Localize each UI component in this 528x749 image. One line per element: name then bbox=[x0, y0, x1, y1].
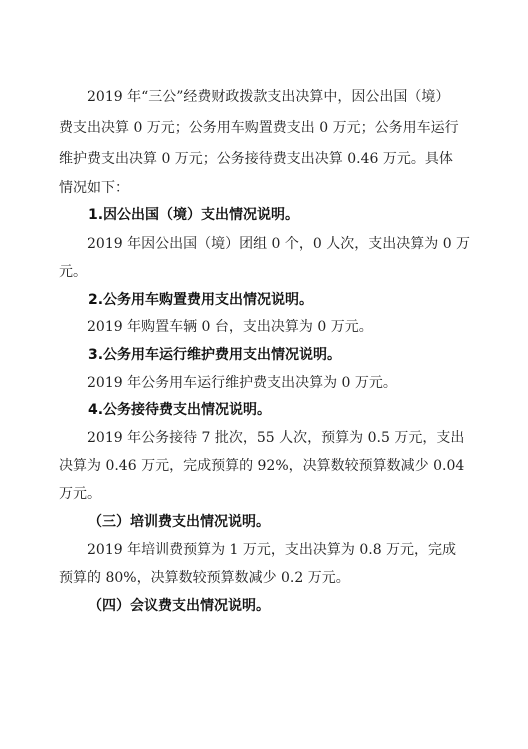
section-4-line-2: 决算为 0.46 万元，完成预算的 92%，决算数较预算数减少 0.04 bbox=[59, 458, 465, 474]
section-2-line-1: 2019 年购置车辆 0 台，支出决算为 0 万元。 bbox=[87, 319, 373, 335]
section-meeting-heading: （四）会议费支出情况说明。 bbox=[88, 598, 270, 614]
section-1-heading: 1.因公出国（境）支出情况说明。 bbox=[88, 207, 300, 223]
section-training-line-1: 2019 年培训费预算为 1 万元，支出决算为 0.8 万元，完成 bbox=[87, 542, 457, 558]
section-2-heading: 2.公务用车购置费用支出情况说明。 bbox=[88, 292, 314, 308]
section-training-line-2: 预算的 80%，决算数较预算数减少 0.2 万元。 bbox=[59, 570, 350, 586]
section-3-heading: 3.公务用车运行维护费用支出情况说明。 bbox=[88, 347, 342, 363]
section-4-heading: 4.公务接待费支出情况说明。 bbox=[88, 402, 272, 418]
section-1-line-2: 元。 bbox=[59, 264, 87, 280]
section-4-line-1: 2019 年公务接待 7 批次，55 人次，预算为 0.5 万元，支出 bbox=[87, 430, 465, 446]
intro-line-4: 情况如下： bbox=[59, 180, 129, 196]
intro-line-1: 2019 年“三公”经费财政拨款支出决算中，因公出国（境） bbox=[87, 89, 450, 105]
section-training-heading: （三）培训费支出情况说明。 bbox=[88, 514, 270, 530]
section-3-line-1: 2019 年公务用车运行维护费支出决算为 0 万元。 bbox=[87, 375, 397, 391]
intro-line-2: 费支出决算 0 万元；公务用车购置费支出 0 万元；公务用车运行 bbox=[59, 120, 459, 136]
section-1-line-1: 2019 年因公出国（境）团组 0 个，0 人次，支出决算为 0 万 bbox=[87, 236, 471, 252]
section-4-line-3: 万元。 bbox=[59, 486, 101, 502]
intro-line-3: 维护费支出决算 0 万元；公务接待费支出决算 0.46 万元。具体 bbox=[59, 151, 453, 167]
